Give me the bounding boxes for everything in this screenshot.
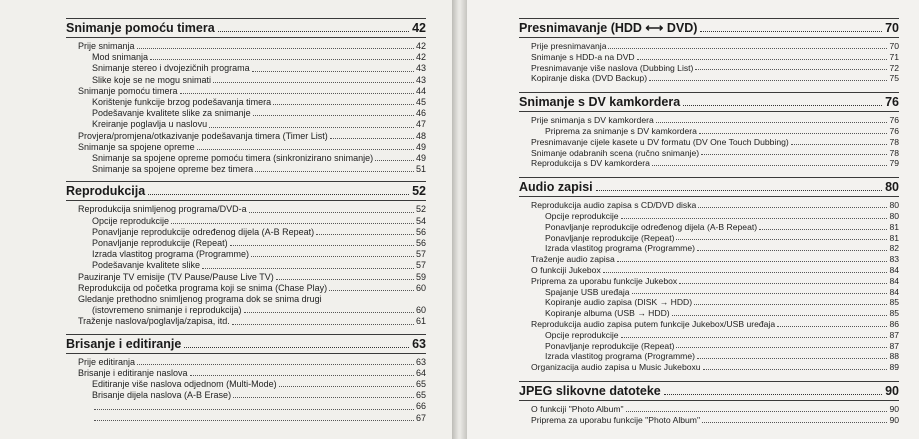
toc-entry[interactable]	[66, 316, 426, 327]
entry-page-number: 78	[889, 147, 899, 158]
entry-title: Reprodukcija audio zapisa s CD/DVD diska	[531, 200, 697, 211]
toc-entry[interactable]	[519, 222, 899, 233]
entry-title: Izrada vlastitog programa (Programme)	[545, 243, 695, 254]
entry-page-number: 59	[415, 271, 426, 282]
dot-leader	[150, 58, 414, 60]
toc-entry[interactable]	[519, 404, 899, 415]
dot-leader	[252, 70, 414, 72]
entry-page-number: 90	[889, 414, 899, 425]
entry-page-number: 88	[889, 351, 899, 362]
dot-leader	[679, 282, 887, 284]
toc-entry[interactable]	[66, 379, 426, 390]
right-toc-column	[519, 18, 899, 428]
entry-page-number: 71	[889, 51, 899, 62]
dot-leader	[244, 311, 414, 313]
entry-title: Priprema za uporabu funkcije Jukebox	[531, 275, 678, 286]
entry-page-number: 65	[415, 390, 426, 401]
dot-leader	[232, 323, 414, 325]
entry-title: Podešavanje kvalitete slike	[92, 260, 201, 271]
entry-page-number: 90	[889, 403, 899, 414]
toc-entry[interactable]	[66, 249, 426, 260]
dot-leader	[701, 153, 887, 155]
toc-entry[interactable]	[66, 131, 426, 142]
entry-title: Kopiranje albuma (USB → HDD)	[545, 308, 670, 319]
dot-leader	[276, 278, 414, 280]
entry-title: Traženje audio zapisa	[531, 254, 615, 265]
dot-leader	[703, 368, 888, 370]
toc-entry[interactable]	[66, 357, 426, 368]
toc-entry[interactable]	[66, 108, 426, 119]
toc-section	[66, 334, 426, 424]
dot-leader	[621, 217, 888, 219]
entry-page-number: 83	[889, 254, 899, 265]
entry-page-number: 57	[415, 260, 426, 271]
toc-entry[interactable]	[66, 216, 426, 227]
dot-leader	[700, 30, 882, 32]
toc-section	[519, 381, 899, 426]
dot-leader	[184, 346, 409, 348]
entry-page-number: 75	[889, 73, 899, 84]
entry-title: Slike koje se ne mogu snimati	[92, 74, 212, 85]
entry-page-number: 42	[415, 41, 426, 51]
entry-page-number: 80	[889, 200, 899, 211]
toc-entry[interactable]	[66, 75, 426, 86]
dot-leader	[695, 68, 887, 70]
entry-page-number: 85	[889, 308, 899, 319]
dot-leader	[617, 260, 888, 262]
toc-entry[interactable]	[519, 265, 899, 276]
dot-leader	[233, 396, 414, 398]
dot-leader	[676, 238, 887, 240]
dot-leader	[375, 159, 414, 161]
toc-entry[interactable]	[66, 86, 426, 97]
entry-title: Izrada vlastitog programa (Programme)	[545, 351, 695, 362]
dot-leader	[664, 393, 882, 395]
dot-leader	[596, 189, 882, 191]
entry-title: (istovremeno snimanje i reprodukcija)	[92, 305, 242, 316]
toc-entry[interactable]	[519, 351, 899, 362]
entry-title: Ponavljanje reprodukcije određenog dijela (A-B Repeat)	[92, 226, 315, 237]
entry-page-number: 61	[415, 316, 426, 327]
dot-leader	[137, 363, 414, 365]
dot-leader	[197, 148, 414, 150]
entry-page-number: 85	[889, 297, 899, 308]
toc-entry[interactable]	[519, 73, 899, 84]
dot-leader	[316, 233, 414, 235]
entry-page-number: 63	[415, 356, 426, 367]
dot-leader	[190, 374, 414, 376]
entry-title: Prije editiranja	[78, 356, 136, 367]
dot-leader	[621, 336, 888, 338]
dot-leader	[209, 126, 414, 128]
dot-leader	[698, 206, 887, 208]
dot-leader	[652, 164, 888, 166]
section-heading[interactable]	[66, 334, 426, 354]
entry-title: Mod snimanja	[92, 52, 149, 63]
section-title: Brisanje i editiranje	[66, 336, 182, 351]
toc-section	[66, 18, 426, 175]
dot-leader	[632, 292, 888, 294]
section-title: Snimanje s DV kamkordera	[519, 95, 681, 110]
entry-page-number: 80	[889, 210, 899, 221]
entry-title: Podešavanje kvalitete slike za snimanje	[92, 108, 251, 119]
entry-title: Snimanje sa spojene opreme bez timera	[92, 164, 254, 175]
toc-entry[interactable]	[519, 148, 899, 159]
entry-page-number: 56	[415, 226, 426, 237]
entry-title: Reprodukcija audio zapisa putem funkcije Jukebox/USB uređaja	[531, 318, 776, 329]
section-page-number: 80	[885, 180, 899, 195]
dot-leader	[694, 303, 887, 305]
entry-title: Snimanje sa spojene opreme pomoću timera (sinkronizirano snimanje)	[92, 153, 374, 164]
entry-page-number: 84	[889, 275, 899, 286]
toc-entry[interactable]	[66, 204, 426, 215]
dot-leader	[230, 244, 414, 246]
toc-entry[interactable]	[519, 362, 899, 373]
entry-title: Traženje naslova/poglavlja/zapisa, itd.	[78, 316, 230, 327]
entry-page-number: 84	[889, 286, 899, 297]
entry-title: Opcije reprodukcije	[545, 210, 619, 221]
entry-title: Snimanje s HDD-a na DVD	[531, 51, 635, 62]
entry-title: Brisanje i editiranje naslova	[78, 367, 188, 378]
entry-page-number: 43	[415, 63, 426, 74]
toc-entry[interactable]	[66, 368, 426, 379]
toc-entry[interactable]	[519, 158, 899, 169]
entry-page-number: 84	[889, 264, 899, 275]
toc-entry[interactable]	[519, 243, 899, 254]
entry-title: Korištenje funkcije brzog podešavanja timera	[92, 97, 272, 108]
toc-section	[519, 92, 899, 169]
toc-entry[interactable]	[66, 97, 426, 108]
section-title: Reprodukcija	[66, 184, 146, 199]
entry-page-number: 56	[415, 238, 426, 249]
dot-leader	[249, 211, 414, 213]
entry-title: Reprodukcija snimljenog programa/DVD-a	[78, 204, 247, 215]
dot-leader	[255, 170, 414, 172]
entry-title: Presnimavanje cijele kasete u DV formatu (DV One Touch Dubbing)	[531, 136, 789, 147]
toc-entry[interactable]	[66, 52, 426, 63]
toc-entry[interactable]	[66, 164, 426, 175]
section-heading[interactable]	[66, 18, 426, 38]
section-page-number: 70	[885, 21, 899, 35]
dot-leader	[656, 121, 888, 123]
entry-page-number: 64	[415, 367, 426, 378]
section-heading[interactable]	[519, 18, 899, 38]
entry-page-number: 72	[889, 62, 899, 73]
toc-entry[interactable]	[66, 142, 426, 153]
toc-entry[interactable]	[519, 211, 899, 222]
entry-title: Prije snimanja s DV kamkordera	[531, 115, 654, 126]
entry-page-number: 46	[415, 108, 426, 119]
section-heading[interactable]	[519, 92, 899, 112]
left-toc-column	[66, 18, 426, 426]
entry-page-number: 76	[889, 115, 899, 126]
dot-leader	[251, 255, 414, 257]
entry-page-number: 44	[415, 85, 426, 96]
toc-section	[519, 177, 899, 373]
right-page	[467, 0, 919, 439]
section-page-number: 63	[412, 336, 426, 351]
toc-entry[interactable]	[66, 41, 426, 52]
entry-page-number: 81	[889, 232, 899, 243]
dot-leader	[202, 267, 414, 269]
toc-entry[interactable]	[66, 63, 426, 74]
entry-page-number: 76	[889, 125, 899, 136]
dot-leader	[218, 30, 409, 32]
toc-entry[interactable]	[519, 308, 899, 319]
entry-page-number: 89	[889, 362, 899, 373]
toc-entry[interactable]	[66, 305, 426, 316]
toc-entry[interactable]	[519, 415, 899, 426]
section-title: Snimanje pomoću timera	[66, 21, 215, 35]
entry-page-number: 49	[415, 141, 426, 152]
entry-title: O funkciji "Photo Album"	[531, 403, 624, 414]
entry-page-number: 78	[889, 136, 899, 147]
entry-title: Spajanje USB uređaja	[545, 286, 630, 297]
dot-leader	[330, 137, 414, 139]
toc-entry[interactable]	[519, 63, 899, 74]
dot-leader	[699, 132, 888, 134]
dot-leader	[626, 410, 888, 412]
dot-leader	[649, 79, 887, 81]
entry-page-number: 42	[415, 52, 426, 63]
entry-page-number: 51	[415, 164, 426, 175]
section-title: Presnimavanje (HDD ⟷ DVD)	[519, 21, 698, 35]
dot-leader	[253, 114, 414, 116]
entry-title: Kopiranje audio zapisa (DISK → HDD)	[545, 297, 693, 308]
dot-leader	[94, 419, 414, 421]
entry-page-number: 60	[415, 282, 426, 293]
section-page-number: 52	[412, 184, 426, 199]
entry-title: O funkciji Jukebox	[531, 264, 601, 275]
entry-title: Kreiranje poglavlja u naslovu	[92, 119, 208, 130]
toc-section	[519, 18, 899, 84]
entry-page-number: 87	[889, 329, 899, 340]
entry-page-number: 67	[415, 412, 426, 423]
entry-title: Opcije reprodukcije	[545, 329, 619, 340]
toc-entry[interactable]	[519, 233, 899, 244]
toc-entry[interactable]	[519, 297, 899, 308]
entry-page-number: 70	[889, 41, 899, 51]
dot-leader	[213, 81, 414, 83]
entry-page-number: 87	[889, 340, 899, 351]
entry-title: Organizacija audio zapisa u Music Jukeboxu	[531, 362, 701, 373]
toc-entry[interactable]	[66, 390, 426, 401]
toc-entry[interactable]	[519, 276, 899, 287]
section-heading[interactable]	[519, 177, 899, 197]
toc-entry[interactable]	[66, 283, 426, 294]
entry-title: Reprodukcija od početka programa koji se snima (Chase Play)	[78, 282, 328, 293]
section-title: Audio zapisi	[519, 180, 593, 195]
dot-leader	[637, 58, 888, 60]
toc-section	[66, 181, 426, 327]
entry-title: Provjera/promjena/otkazivanje podešavanja timera (Timer List)	[78, 130, 328, 141]
dot-leader	[672, 314, 888, 316]
entry-page-number: 54	[415, 215, 426, 226]
dot-leader	[697, 357, 887, 359]
dot-leader	[273, 103, 414, 105]
section-heading[interactable]	[519, 381, 899, 401]
entry-title: Izrada vlastitog programa (Programme)	[92, 249, 250, 260]
entry-title: Ponavljanje reprodukcije (Repeat)	[545, 232, 675, 243]
dot-leader	[791, 143, 888, 145]
entry-title: Snimanje stereo i dvojezičnih programa	[92, 63, 250, 74]
entry-page-number: 65	[415, 379, 426, 390]
toc-entry[interactable]	[66, 260, 426, 271]
dot-leader	[279, 385, 414, 387]
entry-page-number: 47	[415, 119, 426, 130]
entry-title: Prije snimanja	[78, 41, 135, 51]
section-page-number: 42	[412, 21, 426, 35]
entry-title: Brisanje dijela naslova (A-B Erase)	[92, 390, 232, 401]
dot-leader	[697, 249, 887, 251]
section-title: JPEG slikovne datoteke	[519, 383, 661, 398]
entry-page-number: 79	[889, 158, 899, 169]
entry-page-number: 82	[889, 243, 899, 254]
entry-title: Opcije reprodukcije	[92, 215, 170, 226]
toc-entry[interactable]	[66, 294, 426, 305]
entry-title: Presnimavanje više naslova (Dubbing List)	[531, 62, 694, 73]
entry-title: Priprema za snimanje s DV kamkordera	[545, 125, 697, 136]
left-page	[0, 0, 452, 439]
entry-title: Ponavljanje reprodukcije određenog dijela (A-B Repeat)	[545, 221, 758, 232]
toc-entry[interactable]	[519, 115, 899, 126]
dot-leader	[676, 346, 887, 348]
entry-title: Editiranje više naslova odjednom (Multi-Mode)	[92, 379, 277, 390]
dot-leader	[777, 325, 887, 327]
entry-page-number: 66	[415, 401, 426, 412]
toc-entry[interactable]	[519, 319, 899, 330]
entry-title: Kopiranje diska (DVD Backup)	[531, 73, 648, 84]
dot-leader	[683, 104, 882, 106]
dot-leader	[603, 271, 888, 273]
entry-page-number: 43	[415, 74, 426, 85]
toc-entry[interactable]	[519, 341, 899, 352]
entry-title: Prije presnimavanja	[531, 41, 607, 51]
entry-page-number: 86	[889, 318, 899, 329]
entry-title: Gledanje prethodno snimljenog programa dok se snima drugi	[78, 294, 322, 305]
toc-entry[interactable]	[519, 126, 899, 137]
toc-entry[interactable]	[519, 52, 899, 63]
entry-title: Priprema za uporabu funkcije "Photo Album"	[531, 414, 700, 425]
dot-leader	[759, 228, 887, 230]
toc-entry[interactable]	[66, 153, 426, 164]
dot-leader	[137, 47, 414, 49]
entry-title: Reprodukcija s DV kamkordera	[531, 158, 650, 169]
toc-entry[interactable]	[519, 254, 899, 265]
entry-page-number: 52	[415, 204, 426, 215]
toc-entry[interactable]	[66, 272, 426, 283]
entry-title: Ponavljanje reprodukcije (Repeat)	[92, 238, 228, 249]
toc-entry[interactable]	[519, 330, 899, 341]
toc-entry[interactable]	[519, 200, 899, 211]
toc-entry[interactable]	[66, 227, 426, 238]
toc-entry[interactable]	[519, 137, 899, 148]
toc-entry[interactable]	[519, 287, 899, 298]
entry-page-number: 49	[415, 153, 426, 164]
section-page-number: 90	[885, 383, 899, 398]
dot-leader	[148, 193, 409, 195]
toc-entry[interactable]	[519, 41, 899, 52]
entry-page-number: 60	[415, 305, 426, 316]
entry-title: Snimanje odabranih scena (ručno snimanje)	[531, 147, 700, 158]
toc-entry[interactable]	[66, 119, 426, 130]
dot-leader	[180, 92, 414, 94]
entry-page-number: 48	[415, 130, 426, 141]
book-gutter	[452, 0, 467, 439]
toc-entry[interactable]	[66, 238, 426, 249]
dot-leader	[329, 289, 414, 291]
entry-title: Pauziranje TV emisije (TV Pause/Pause Live TV)	[78, 271, 274, 282]
section-page-number: 76	[885, 95, 899, 110]
entry-title: Ponavljanje reprodukcije (Repeat)	[545, 340, 675, 351]
toc-entry[interactable]	[66, 401, 426, 412]
dot-leader	[94, 408, 414, 410]
entry-page-number: 45	[415, 97, 426, 108]
entry-title: Snimanje sa spojene opreme	[78, 141, 195, 152]
dot-leader	[608, 47, 887, 49]
entry-title: Snimanje pomoću timera	[78, 85, 178, 96]
entry-page-number: 57	[415, 249, 426, 260]
dot-leader	[171, 222, 414, 224]
toc-entry[interactable]	[66, 413, 426, 424]
dot-leader	[702, 421, 887, 423]
entry-page-number: 81	[889, 221, 899, 232]
section-heading[interactable]	[66, 181, 426, 201]
